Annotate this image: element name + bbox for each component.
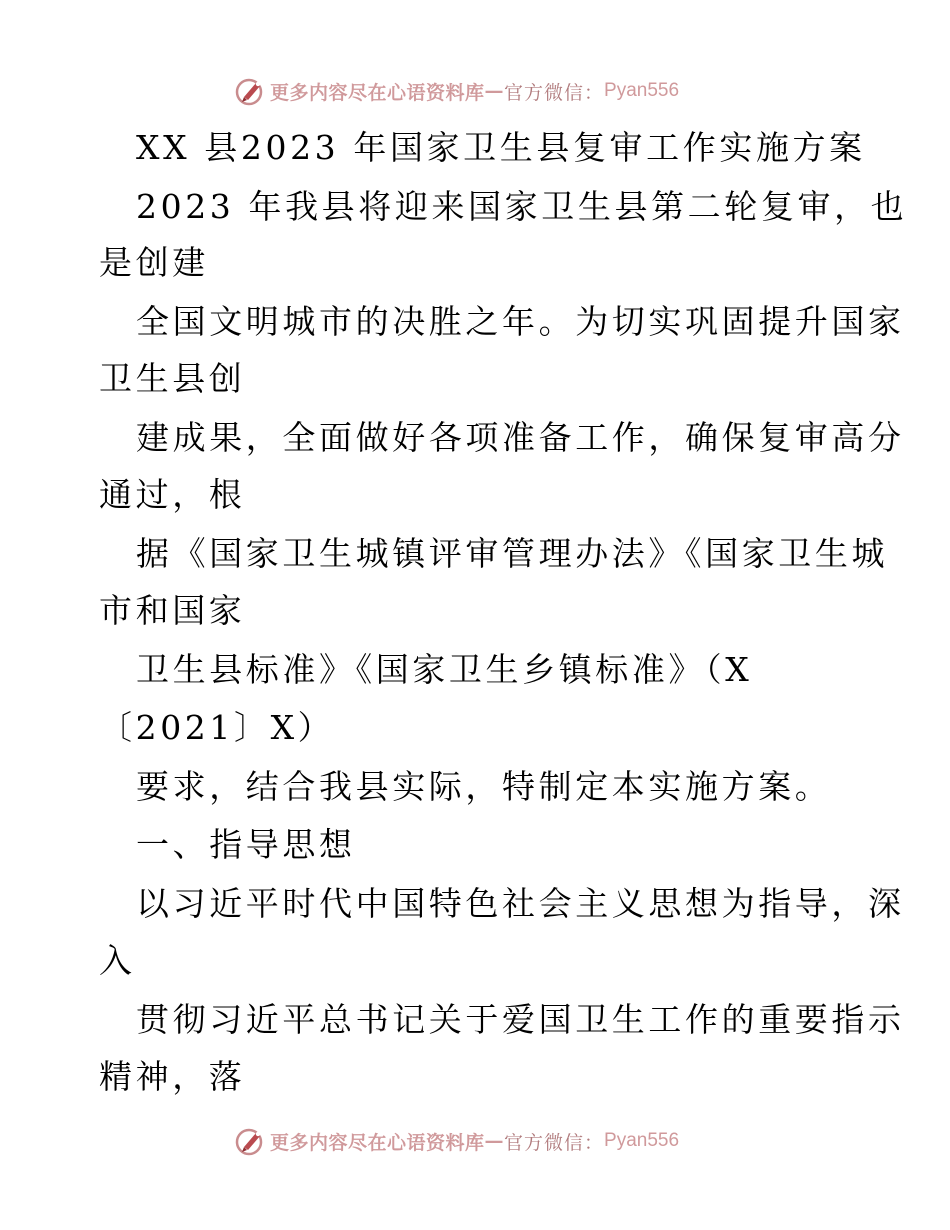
watermark-wechat-label: 官方微信： (504, 81, 605, 104)
watermark-wechat-id: Pyan556 (604, 80, 680, 101)
paragraph-line: 入 (99, 941, 136, 980)
document-title: XX 县2023 年国家卫生县复审工作实施方案 (136, 128, 866, 167)
paragraph-line: 贯彻习近平总书记关于爱国卫生工作的重要指示 (136, 1000, 905, 1039)
paragraph-line: 卫生县标准》《国家卫生乡镇标准》（X (136, 650, 753, 689)
watermark-footer (234, 1124, 679, 1158)
paragraph-line: 建成果，全面做好各项准备工作，确保复审高分 (136, 418, 905, 457)
paragraph-line: 精神，落 (99, 1057, 246, 1096)
paragraph-line: 要求，结合我县实际，特制定本实施方案。 (136, 767, 832, 806)
paragraph-line: 据《国家卫生城镇评审管理办法》《国家卫生城 (136, 534, 889, 573)
paragraph-line: 〔2021〕X） (99, 708, 335, 747)
watermark-dash: — (484, 1130, 505, 1152)
paragraph-line: 卫生县创 (99, 359, 246, 398)
watermark-dash: — (484, 80, 505, 102)
paragraph-line: 以习近平时代中国特色社会主义思想为指导，深 (136, 884, 905, 923)
paragraph-line: 是创建 (99, 243, 209, 282)
watermark-text: 更多内容尽在心语资料库 (270, 1131, 485, 1154)
section-heading: 一、指导思想 (136, 825, 356, 864)
watermark-wechat-label: 官方微信： (504, 1131, 605, 1154)
paragraph-line: 市和国家 (99, 591, 246, 630)
watermark-text: 更多内容尽在心语资料库 (270, 81, 485, 104)
pen-nib-logo-icon (234, 1125, 266, 1157)
watermark-wechat-id: Pyan556 (604, 1130, 680, 1151)
paragraph-line: 2023 年我县将迎来国家卫生县第二轮复审，也 (136, 187, 908, 226)
paragraph-line: 全国文明城市的决胜之年。为切实巩固提升国家 (136, 302, 905, 341)
paragraph-line: 通过，根 (99, 475, 246, 514)
